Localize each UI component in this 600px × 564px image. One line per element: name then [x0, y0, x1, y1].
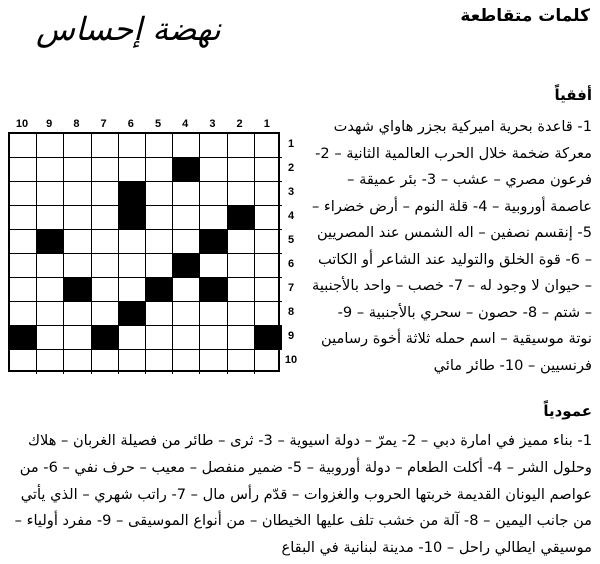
brand-logo: نهضة إحساس: [36, 10, 221, 48]
across-clue: – 5- إنقسم نصفين – اله الشمس عند المصريين – 6- قوة الخلق والتوليد عند الشاعر أو الكاتب – حيوان لا وجود له – 7-: [311, 197, 592, 294]
crossword-grid: [8, 132, 280, 372]
grid-cell[interactable]: [228, 302, 255, 326]
grid-cell[interactable]: [200, 158, 227, 182]
grid-cell-black: [173, 158, 200, 182]
grid-cell[interactable]: [200, 134, 227, 158]
column-number: 6: [127, 118, 134, 130]
row-number: 10: [284, 354, 298, 366]
grid-cell-black: [173, 254, 200, 278]
grid-cell[interactable]: [10, 278, 37, 302]
grid-cell-black: [255, 326, 282, 350]
grid-cell[interactable]: [10, 158, 37, 182]
grid-cell[interactable]: [92, 158, 119, 182]
column-number: 2: [236, 118, 243, 130]
grid-cell[interactable]: [173, 326, 200, 350]
grid-cell[interactable]: [119, 158, 146, 182]
column-number: 9: [46, 118, 53, 130]
grid-cell[interactable]: [37, 134, 64, 158]
column-number: 1: [263, 118, 270, 130]
grid-cell[interactable]: [119, 254, 146, 278]
row-number: 6: [287, 258, 295, 270]
grid-cell[interactable]: [255, 254, 282, 278]
row-number: 1: [287, 138, 295, 150]
grid-cell[interactable]: [64, 158, 91, 182]
grid-cell[interactable]: [10, 302, 37, 326]
puzzle-title: كلمات متقاطعة: [460, 6, 590, 26]
grid-cell[interactable]: [146, 350, 173, 374]
grid-cell[interactable]: [228, 278, 255, 302]
row-number: 8: [287, 306, 295, 318]
grid-cell[interactable]: [200, 182, 227, 206]
grid-cell[interactable]: [37, 206, 64, 230]
across-clue: 10- طائر مائي: [433, 356, 524, 374]
grid-cell[interactable]: [64, 254, 91, 278]
grid-cell[interactable]: [64, 302, 91, 326]
grid-cell[interactable]: [92, 254, 119, 278]
grid-cell[interactable]: [228, 182, 255, 206]
grid-cell[interactable]: [146, 302, 173, 326]
grid-cell[interactable]: [173, 230, 200, 254]
grid-cell[interactable]: [255, 350, 282, 374]
grid-cell[interactable]: [146, 182, 173, 206]
grid-cell[interactable]: [64, 326, 91, 350]
grid-cell[interactable]: [228, 350, 255, 374]
column-number: 5: [154, 118, 162, 130]
grid-cell[interactable]: [146, 206, 173, 230]
row-number: 7: [287, 282, 295, 294]
grid-cell-black: [228, 206, 255, 230]
grid-cell[interactable]: [119, 278, 146, 302]
grid-cell[interactable]: [119, 326, 146, 350]
grid-cell[interactable]: [173, 206, 200, 230]
grid-cell-black: [119, 182, 146, 206]
grid-cell[interactable]: [10, 254, 37, 278]
grid-cell[interactable]: [200, 206, 227, 230]
grid-cell[interactable]: [255, 302, 282, 326]
grid-cell[interactable]: [255, 134, 282, 158]
grid-cell-black: [37, 230, 64, 254]
grid-cell[interactable]: [255, 158, 282, 182]
grid-cell[interactable]: [10, 206, 37, 230]
across-clue: 2- فرعون مصري – عشب – 3- بئر عميقة –: [315, 144, 592, 188]
grid-cell[interactable]: [64, 230, 91, 254]
grid-cell[interactable]: [173, 134, 200, 158]
down-heading: عمودياً: [543, 402, 592, 420]
grid-cell-black: [119, 302, 146, 326]
grid-cell[interactable]: [173, 350, 200, 374]
grid-cell[interactable]: [255, 278, 282, 302]
grid-cell[interactable]: [146, 326, 173, 350]
grid-cell[interactable]: [37, 254, 64, 278]
grid-cell[interactable]: [64, 206, 91, 230]
grid-cell[interactable]: [228, 158, 255, 182]
grid-cell[interactable]: [119, 134, 146, 158]
grid-cell[interactable]: [37, 182, 64, 206]
grid-cell[interactable]: [146, 254, 173, 278]
grid-cell[interactable]: [146, 158, 173, 182]
grid-cell-black: [146, 278, 173, 302]
grid-cell-black: [119, 206, 146, 230]
column-number: 3: [209, 118, 216, 130]
across-clue: عاصمة أوروبية – 4- قلة النوم – أرض خضراء: [323, 197, 592, 215]
across-clue: خصب – واحد بالأجنبية – شتم – 8- حصون: [312, 277, 592, 321]
grid-cell[interactable]: [64, 350, 91, 374]
row-number: 9: [287, 330, 295, 342]
grid-cell[interactable]: [92, 182, 119, 206]
grid-cell[interactable]: [92, 134, 119, 158]
column-number: 4: [182, 118, 189, 130]
across-clue: – سحري بالأجنبية – 9- نوتة موسيقية –: [337, 303, 592, 347]
down-clue: من جانب اليمين – 8- آلة من خشب تلف عليها الخيطان – من أنواع الموسيقى – 9- مفرد: [62, 512, 592, 530]
grid-cell[interactable]: [228, 134, 255, 158]
grid-cell[interactable]: [10, 230, 37, 254]
down-clue: وحلول الشر – 4- أكلت الطعام – دولة أوروبية – 5- ضمير منفصل – معيب – حرف نفي – 6- من: [19, 458, 592, 476]
grid-cell[interactable]: [200, 254, 227, 278]
grid-cell[interactable]: [64, 134, 91, 158]
down-clue: عواصم اليونان القديمة خربتها الحروب والغزوات – قدّم رأس مال – 7- راتب شهري – الذي يأتي: [20, 485, 592, 503]
row-number: 2: [287, 162, 295, 174]
down-clues: [2, 428, 592, 562]
column-number: 8: [73, 118, 80, 130]
grid-cell[interactable]: [64, 182, 91, 206]
across-heading: أفقياً: [554, 86, 592, 104]
grid-cell-black: [92, 326, 119, 350]
grid-cell[interactable]: [173, 182, 200, 206]
grid-cell[interactable]: [228, 254, 255, 278]
grid-cell[interactable]: [37, 326, 64, 350]
grid-cell-black: [64, 278, 91, 302]
grid-cell[interactable]: [146, 230, 173, 254]
grid-cell[interactable]: [255, 206, 282, 230]
grid-cell[interactable]: [255, 182, 282, 206]
grid-cell[interactable]: [119, 350, 146, 374]
grid-cell[interactable]: [10, 350, 37, 374]
grid-cell[interactable]: [10, 134, 37, 158]
grid-cell[interactable]: [173, 302, 200, 326]
grid-cell[interactable]: [146, 134, 173, 158]
grid-cell-black: [200, 230, 227, 254]
grid-cell[interactable]: [92, 350, 119, 374]
grid-cell-black: [10, 326, 37, 350]
grid-cell[interactable]: [228, 230, 255, 254]
grid-cell[interactable]: [37, 278, 64, 302]
grid-cell[interactable]: [200, 350, 227, 374]
grid-cell[interactable]: [228, 326, 255, 350]
across-clues: [312, 114, 592, 379]
row-number: 3: [287, 186, 295, 198]
grid-cell[interactable]: [37, 302, 64, 326]
down-clue: أولياء – موسيقي ايطالي راحل – 10- مدينة لبنانية في البقاع: [14, 512, 592, 557]
down-clue: 1- بناء مميز في امارة دبي – 2- يمرّ – دولة اسيوية – 3- ثرى – طائر من فصيلة الغربان – هلاك: [27, 432, 592, 449]
grid-cell[interactable]: [37, 350, 64, 374]
grid-cell[interactable]: [10, 182, 37, 206]
grid-cell[interactable]: [255, 230, 282, 254]
grid-cell[interactable]: [200, 302, 227, 326]
row-number: 5: [287, 234, 295, 246]
grid-cell-black: [200, 278, 227, 302]
grid-cell[interactable]: [173, 278, 200, 302]
grid-cell[interactable]: [92, 206, 119, 230]
grid-cell[interactable]: [200, 326, 227, 350]
grid-cell[interactable]: [92, 302, 119, 326]
across-clue: 1- قاعدة بحرية اميركية بجزر هاواي شهدت معركة ضخمة خلال الحرب العالمية الثانية –: [333, 118, 592, 162]
grid-cell[interactable]: [119, 230, 146, 254]
grid-cell[interactable]: [92, 278, 119, 302]
grid-cell[interactable]: [92, 230, 119, 254]
row-number: 4: [287, 210, 295, 222]
grid-cell[interactable]: [37, 158, 64, 182]
across-clue: اسم حمله ثلاثة أخوة رسامين فرنسيين –: [321, 330, 592, 374]
column-number: 10: [15, 118, 29, 130]
column-number: 7: [100, 118, 107, 130]
